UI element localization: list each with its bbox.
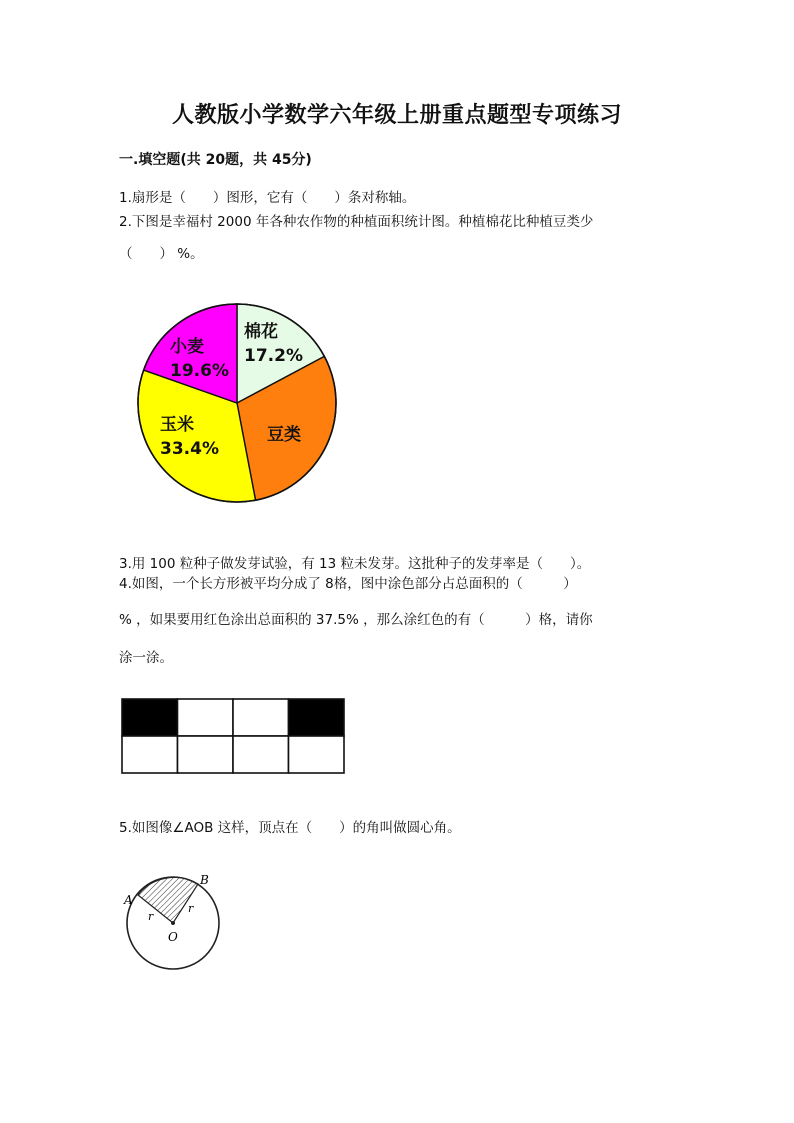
grid-cell-r2-c3 (233, 736, 289, 773)
label-b: B (200, 873, 209, 887)
grid-cell-r2-c1 (122, 736, 178, 773)
grid-cell-r1-c3 (233, 699, 289, 736)
label-a: A (124, 893, 133, 907)
label-r-1: r (148, 910, 154, 923)
rectangle-8-cells (120, 697, 348, 777)
pie-slice-name-4: 小麦 (170, 337, 204, 357)
question-4-line-3: 涂一涂。 (119, 650, 173, 666)
section-heading: 一.填空题(共 20题，共 45分) (119, 152, 312, 168)
pie-slice-label-4: 19.6% (170, 361, 229, 381)
grid-cell-r2-c4 (289, 736, 345, 773)
question-5: 5.如图像∠AOB 这样，顶点在（ ）的角叫做圆心角。 (119, 820, 461, 836)
page-title: 人教版小学数学六年级上册重点题型专项练习 (171, 102, 622, 128)
question-4-line-1: 4.如图，一个长方形被平均分成了 8格，图中涂色部分占总面积的（ ） (119, 576, 577, 592)
question-3: 3.用 100 粒种子做发芽试验，有 13 粒未发芽。这批种子的发芽率是（ ）。 (119, 556, 591, 572)
question-1: 1.扇形是（ ）图形，它有（ ）条对称轴。 (119, 190, 416, 206)
pie-slice-name-1: 棉花 (244, 322, 278, 342)
question-2-line-1: 2.下图是幸福村 2000 年各种农作物的种植面积统计图。种植棉花比种植豆类少 (119, 214, 594, 230)
question-4-line-2: % ，如果要用红色涂出总面积的 37.5% ，那么涂红色的有（ ）格，请你 (119, 612, 593, 628)
pie-slices (138, 304, 336, 502)
grid-cell-r1-c1 (122, 699, 178, 736)
question-2-line-2: （ ） %。 (119, 246, 204, 262)
pie-slice-label-1: 17.2% (244, 346, 303, 366)
label-r-2: r (188, 902, 194, 915)
pie-slice-name-3: 玉米 (160, 415, 194, 435)
label-o: O (168, 930, 178, 944)
grid-cell-r1-c2 (178, 699, 234, 736)
pie-slice-label-3: 33.4% (160, 439, 219, 459)
crop-area-pie-chart (130, 300, 345, 515)
center-point (171, 921, 175, 925)
grid-cell-r1-c4 (289, 699, 345, 736)
pie-slice-name-2: 豆类 (267, 425, 301, 445)
grid-cell-r2-c2 (178, 736, 234, 773)
central-angle-diagram (115, 868, 230, 978)
